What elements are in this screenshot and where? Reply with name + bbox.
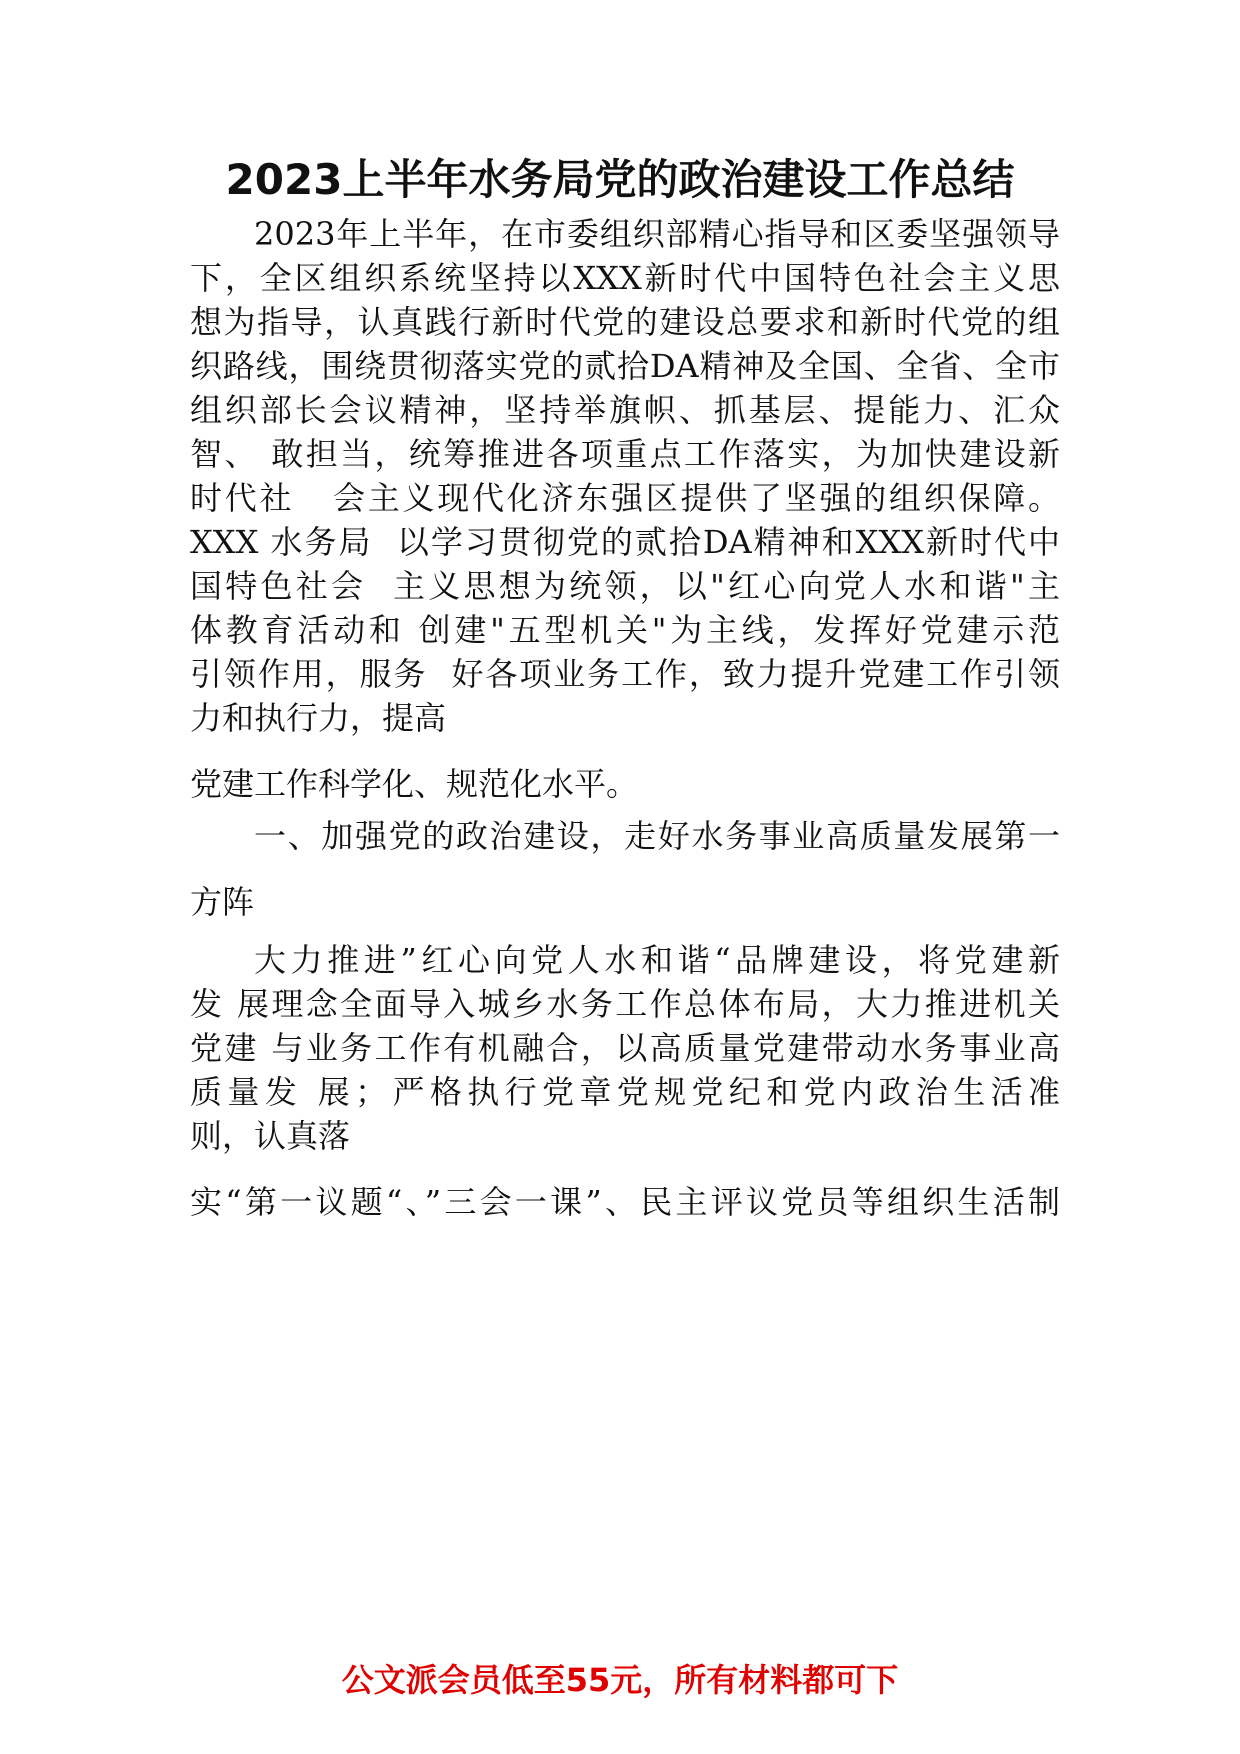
promo-footer: 公文派会员低至55元，所有材料都可下	[341, 1661, 899, 1699]
section-heading-1: 一、加强党的政治建设，走好水务事业高质量发展第一	[254, 817, 1060, 855]
paragraph-1-line-9: 国特色社会 主义思想为统领，以"红心向党人水和谐"主	[190, 567, 1060, 605]
document-title: 2023上半年水务局党的政治建设工作总结	[225, 155, 1015, 204]
paragraph-1-line-7: 时代社 会主义现代化济东强区提供了坚强的组织保障。	[190, 479, 1060, 517]
paragraph-1-line-3: 想为指导，认真践行新时代党的建设总要求和新时代党的组	[190, 303, 1060, 341]
paragraph-1-line-6: 智、 敢担当，统筹推进各项重点工作落实，为加快建设新	[190, 435, 1060, 473]
paragraph-1-line-10: 体教育活动和 创建"五型机关"为主线，发挥好党建示范	[190, 611, 1060, 649]
paragraph-3-line-1: 大力推进”红心向党人水和谐“品牌建设，将党建新	[254, 941, 1060, 979]
section-heading-1-continued: 方阵	[190, 883, 255, 921]
paragraph-1-line-5: 组织部长会议精神，坚持举旗帜、抓基层、提能力、汇众	[190, 391, 1060, 429]
paragraph-1-line-4: 织路线，围绕贯彻落实党的贰拾DA精神及全国、全省、全市	[190, 347, 1060, 385]
paragraph-1-line-12: 力和执行力，提高	[190, 699, 447, 737]
paragraph-3-line-3: 党建 与业务工作有机融合，以高质量党建带动水务事业高	[190, 1029, 1060, 1067]
paragraph-1-line-11: 引领作用，服务 好各项业务工作，致力提升党建工作引领	[190, 655, 1060, 693]
paragraph-1-line-2: 下，全区组织系统坚持以XXX新时代中国特色社会主义思	[190, 259, 1060, 297]
paragraph-3-line-4: 质量发 展；严格执行党章党规党纪和党内政治生活准	[190, 1073, 1060, 1111]
paragraph-3-line-2: 发 展理念全面导入城乡水务工作总体布局，大力推进机关	[190, 985, 1060, 1023]
paragraph-1-line-8: XXX 水务局 以学习贯彻党的贰拾DA精神和XXX新时代中	[190, 523, 1060, 561]
paragraph-1-line-1: 2023年上半年，在市委组织部精心指导和区委坚强领导	[254, 215, 1060, 253]
paragraph-4-line-1: 实“第一议题“、”三会一课”、民主评议党员等组织生活制	[190, 1183, 1060, 1221]
paragraph-2-line-1: 党建工作科学化、规范化水平。	[190, 765, 639, 803]
paragraph-3-line-5: 则，认真落	[190, 1117, 351, 1155]
